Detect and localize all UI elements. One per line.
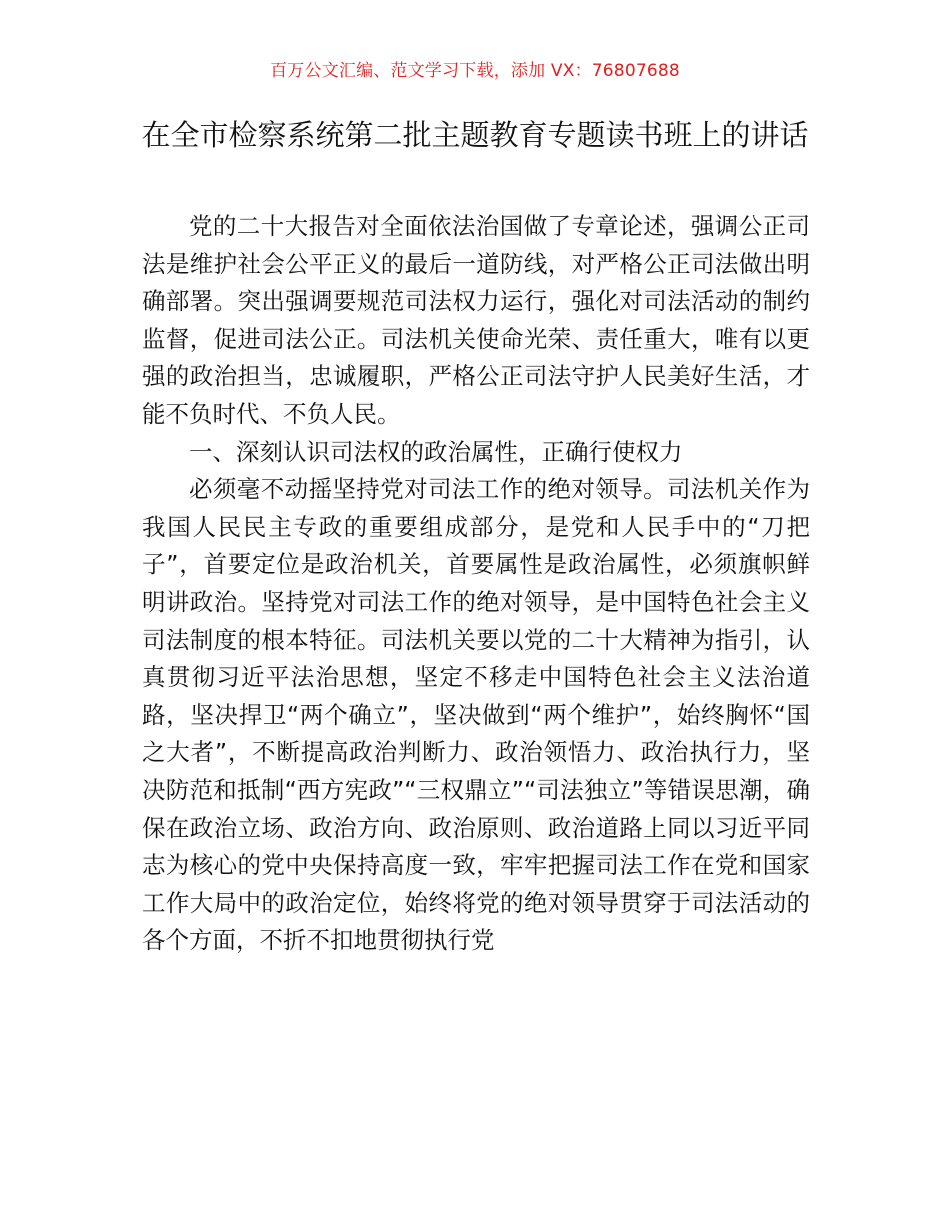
paragraph-section-1: 必须毫不动摇坚持党对司法工作的绝对领导。司法机关作为我国人民民主专政的重要组成部分，是党和人民手中的“刀把子”，首要定位是政治机关，首要属性是政治属性，必须旗帜鲜明讲政治。坚持党对司法工作的绝对领导，是中国特色社会主义司法制度的根本特征。司法机关要以党的二十大精神为指引，认真贯彻习近平法治思想，坚定不移走中国特色社会主义法治道路，坚决捍卫“两个确立”，坚决做到“两个维护”，始终胸怀“国之大者”，不断提高政治判断力、政治领悟力、政治执行力，坚决防范和抵制“西方宪政”“三权鼎立”“司法独立”等错误思潮，确保在政治立场、政治方向、政治原则、政治道路上同以习近平同志为核心的党中央保持高度一致，牢牢把握司法工作在党和国家工作大局中的政治定位，始终将党的绝对领导贯穿于司法活动的各个方面，不折不扣地贯彻执行党 — [142, 475, 810, 955]
header-banner: 百万公文汇编、范文学习下载，添加 VX：76807688 — [270, 61, 680, 81]
paragraph-intro: 党的二十大报告对全面依法治国做了专章论述，强调公正司法是维护社会公平正义的最后一道防线，对严格公正司法做出明确部署。突出强调要规范司法权力运行，强化对司法活动的制约监督，促进司法公正。司法机关使命光荣、责任重大，唯有以更强的政治担当，忠诚履职，严格公正司法守护人民美好生活，才能不负时代、不负人民。 — [142, 212, 810, 428]
section-heading-1: 一、深刻认识司法权的政治属性，正确行使权力 — [189, 437, 683, 466]
document-body — [142, 208, 810, 960]
page-title: 在全市检察系统第二批主题教育专题读书班上的讲话 — [141, 118, 809, 152]
